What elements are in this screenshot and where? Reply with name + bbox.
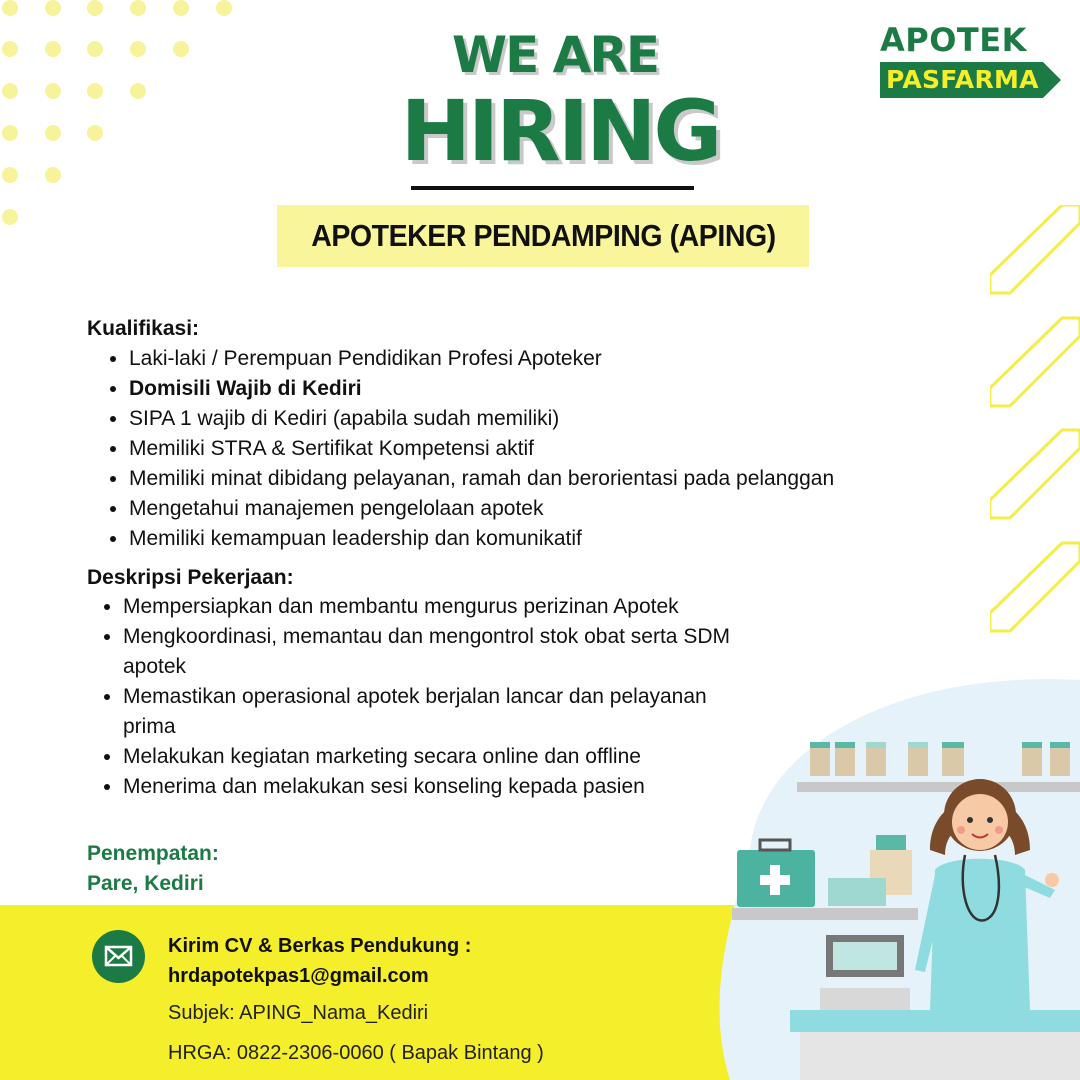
job-description-list	[101, 592, 763, 802]
mail-icon	[92, 930, 145, 983]
qualifications-list	[107, 344, 834, 554]
company-logo	[880, 22, 1061, 98]
list-item: • Mengetahui manajemen pengelolaan apotek	[129, 494, 834, 524]
headline-we-are: WE ARE	[451, 26, 659, 84]
list-item: • Memastikan operasional apotek berjalan lancar dan pelayanan prima	[123, 682, 713, 742]
logo-text-pasfarma: PASFARMA	[886, 65, 1039, 94]
list-item: • Domisili Wajib di Kediri	[129, 374, 834, 404]
list-item: • Memiliki kemampuan leadership dan komunikatif	[129, 524, 834, 554]
list-item: • Mempersiapkan dan membantu mengurus perizinan Apotek	[123, 592, 723, 622]
list-item: • Memiliki STRA & Sertifikat Kompetensi aktif	[129, 434, 834, 464]
placement-heading: Penempatan:	[87, 842, 219, 865]
contact-phone: HRGA: 0822-2306-0060 ( Bapak Bintang )	[168, 1042, 544, 1064]
list-item: • Menerima dan melakukan sesi konseling kepada pasien	[123, 772, 763, 802]
list-item: • Laki-laki / Perempuan Pendidikan Profesi Apoteker	[129, 344, 834, 374]
qualifications-heading: Kualifikasi:	[87, 317, 200, 340]
list-item: • SIPA 1 wajib di Kediri (apabila sudah memiliki)	[129, 404, 834, 434]
list-item: • Mengkoordinasi, memantau dan mengontrol stok obat serta SDM apotek	[123, 622, 733, 682]
position-banner	[277, 205, 809, 267]
position-title: APOTEKER PENDAMPING (APING)	[310, 218, 776, 253]
placement-location: Pare, Kediri	[87, 872, 204, 895]
contact-subject: Subjek: APING_Nama_Kediri	[168, 1002, 429, 1024]
contact-email[interactable]: hrdapotekpas1@gmail.com	[168, 965, 429, 987]
pharmacist-illustration	[690, 640, 1080, 1080]
logo-text-apotek: APOTEK	[880, 21, 1027, 59]
headline-hiring: HIRING	[400, 82, 720, 180]
decorative-stripes	[990, 205, 1080, 645]
logo-tag	[880, 62, 1061, 98]
list-item: • Melakukan kegiatan marketing secara online dan offline	[123, 742, 763, 772]
job-description-heading: Deskripsi Pekerjaan:	[87, 566, 294, 589]
headline-divider	[411, 186, 694, 190]
list-item: • Memiliki minat dibidang pelayanan, ramah dan berorientasi pada pelanggan	[129, 464, 834, 494]
contact-label: Kirim CV & Berkas Pendukung :	[168, 935, 472, 957]
